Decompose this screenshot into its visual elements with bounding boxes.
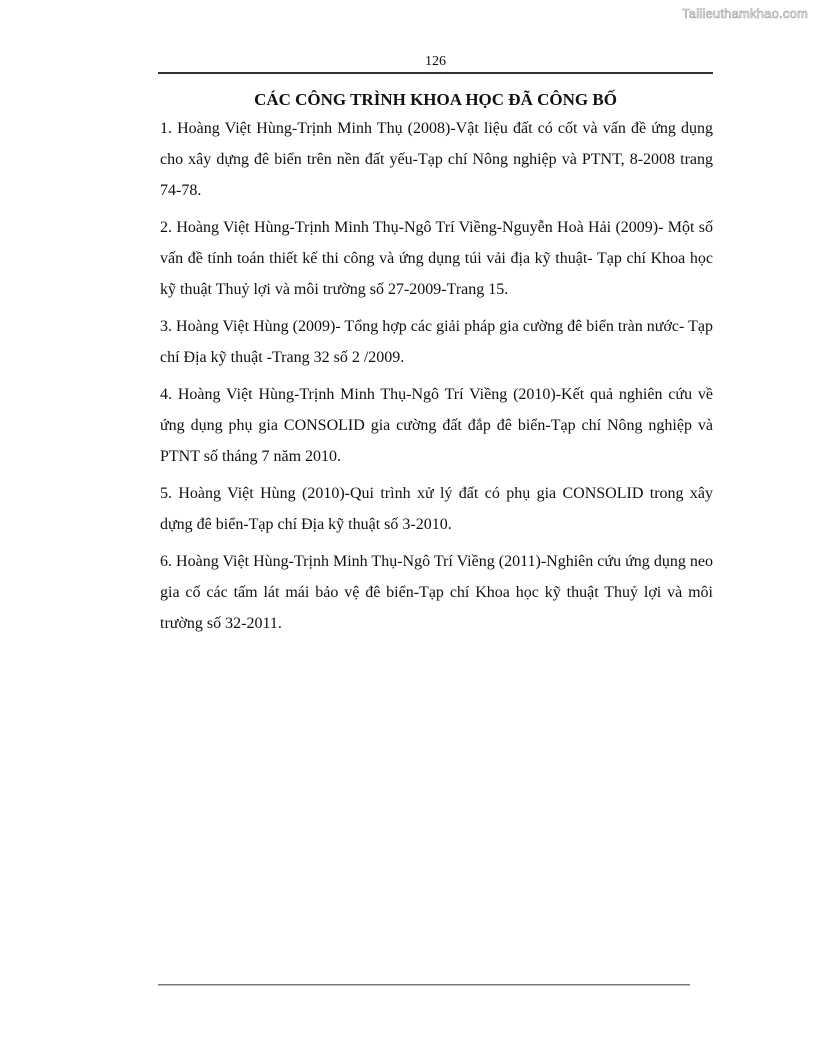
footer-rule: [158, 984, 690, 986]
page-title: CÁC CÔNG TRÌNH KHOA HỌC ĐÃ CÔNG BỐ: [254, 90, 617, 109]
header-rule: [158, 72, 713, 74]
page-number: 126: [425, 54, 446, 69]
publication-list: [160, 113, 713, 645]
publication-item: 1. Hoàng Việt Hùng-Trịnh Minh Thụ (2008)-Vật liệu đất có cốt và vấn đề ứng dụng cho xây dựng đê biển trên nền đất yếu-Tạp chí Nông nghiệp và PTNT, 8-2008 trang 74-78.: [160, 120, 713, 199]
publication-item: 2. Hoàng Việt Hùng-Trịnh Minh Thụ-Ngô Trí Viềng-Nguyễn Hoà Hải (2009)- Một số vấn đề tính toán thiết kế thi công và ứng dụng túi vải địa kỹ thuật- Tạp chí Khoa học kỹ thuật Thuỷ lợi và môi trường số 27-2009-Trang 15.: [160, 219, 713, 298]
publication-item: 3. Hoàng Việt Hùng (2009)- Tổng hợp các giải pháp gia cường đê biển tràn nước- Tạp chí Địa kỹ thuật -Trang 32 số 2 /2009.: [160, 318, 713, 366]
publication-item: 6. Hoàng Việt Hùng-Trịnh Minh Thụ-Ngô Trí Viềng (2011)-Nghiên cứu ứng dụng neo gia cố các tấm lát mái bảo vệ đê biển-Tạp chí Khoa học kỹ thuật Thuỷ lợi và môi trường số 32-2011.: [160, 553, 713, 632]
publication-item: 5. Hoàng Việt Hùng (2010)-Qui trình xử lý đất có phụ gia CONSOLID trong xây dựng đê biển-Tạp chí Địa kỹ thuật số 3-2010.: [160, 485, 713, 533]
watermark: Tailieuthamkhao.com: [682, 6, 808, 21]
publication-item: 4. Hoàng Việt Hùng-Trịnh Minh Thụ-Ngô Trí Viềng (2010)-Kết quả nghiên cứu về ứng dụng phụ gia CONSOLID gia cường đất đắp đê biển-Tạp chí Nông nghiệp và PTNT số tháng 7 năm 2010.: [160, 386, 713, 465]
